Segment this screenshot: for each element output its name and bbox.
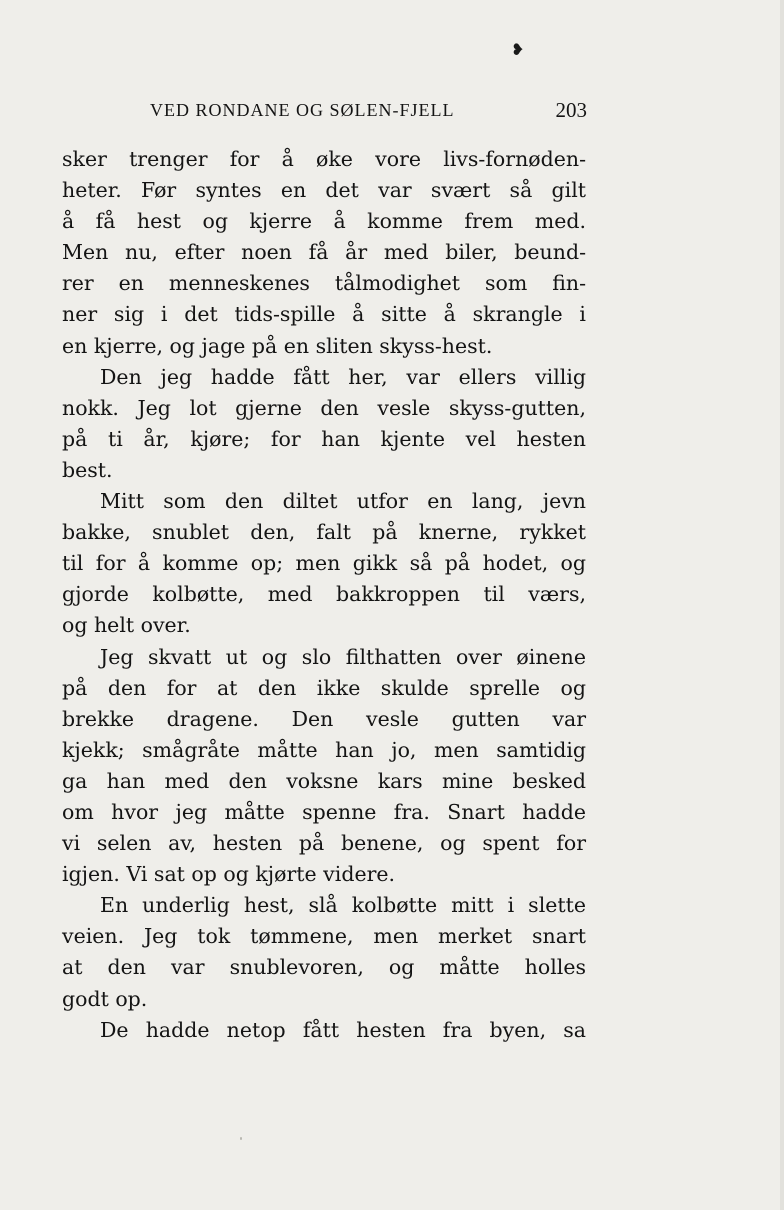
text-line: heter. Før syntes en det var svært så gilt [62, 178, 586, 203]
text-line: på ti år, kjøre; for han kjente vel hesten [62, 426, 586, 451]
text-line: Den jeg hadde fått her, var ellers villig [100, 364, 586, 389]
text-line: kjekk; smågråte måtte han jo, men samtidig [62, 737, 586, 762]
paper-speck [240, 1137, 242, 1140]
text-line: godt op. [62, 986, 148, 1011]
text-line: igjen. Vi sat op og kjørte videre. [62, 862, 396, 887]
text-line: nokk. Jeg lot gjerne den vesle skyss-gutten, [62, 395, 586, 420]
text-line: ga han med den voksne kars mine besked [62, 768, 586, 793]
text-line: brekke dragene. Den vesle gutten var [62, 706, 586, 731]
printer-mark: ❥ [511, 40, 525, 59]
text-line: om hvor jeg måtte spenne fra. Snart hadde [62, 799, 586, 824]
running-title: VED RONDANE OG SØLEN-FJELL [150, 100, 455, 120]
text-line: å få hest og kjerre å komme frem med. [62, 209, 586, 234]
text-line: Mitt som den diltet utfor en lang, jevn [100, 489, 586, 514]
text-line: bakke, snublet den, falt på knerne, rykket [62, 520, 586, 545]
text-line: En underlig hest, slå kolbøtte mitt i slette [100, 893, 586, 918]
text-line: en kjerre, og jage på en sliten skyss-hest. [62, 333, 493, 358]
text-line: vi selen av, hesten på benene, og spent for [62, 831, 586, 856]
text-line: til for å komme op; men gikk så på hodet, og [62, 551, 586, 576]
text-line: Men nu, efter noen få år med biler, beund- [62, 240, 586, 265]
text-line: De hadde netop fått hesten fra byen, sa [100, 1017, 586, 1042]
page-edge [780, 0, 784, 1210]
running-header [150, 98, 590, 128]
text-line: gjorde kolbøtte, med bakkroppen til værs, [62, 582, 586, 607]
text-line: sker trenger for å øke vore livs-fornøden- [62, 147, 586, 171]
text-line: at den var snublevoren, og måtte holles [62, 955, 586, 980]
body-text [62, 144, 586, 1046]
text-line: rer en menneskenes tålmodighet som fin- [62, 271, 586, 296]
text-line: veien. Jeg tok tømmene, men merket snart [62, 924, 586, 949]
text-line: Jeg skvatt ut og slo filthatten over øinene [100, 644, 586, 669]
text-line: ner sig i det tids-spille å sitte å skrangle i [62, 302, 586, 327]
text-line: best. [62, 457, 113, 482]
page-number: 203 [555, 98, 587, 122]
text-line: og helt over. [62, 613, 191, 638]
text-line: på den for at den ikke skulde sprelle og [62, 675, 586, 700]
